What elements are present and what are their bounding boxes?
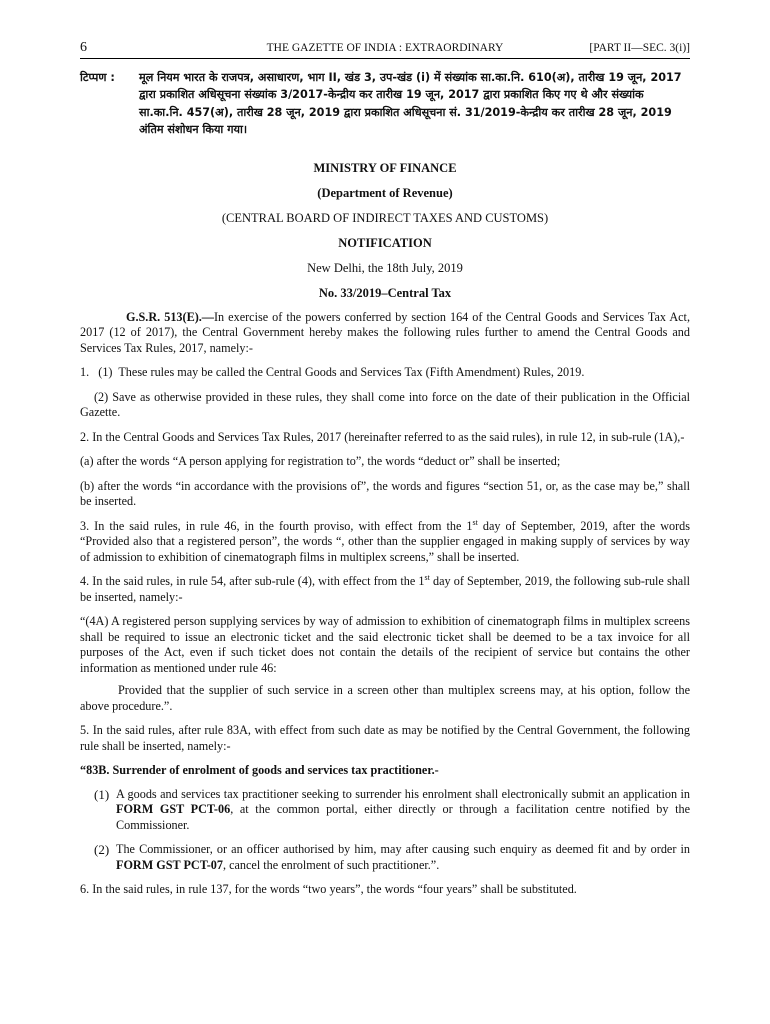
paragraph-3-sup: st [472, 517, 478, 527]
paragraph-4-end: day of September, 2019, the following sub-rule shall be inserted, namely:- [80, 574, 690, 604]
paragraph-3-end: day of September, 2019, after the words “Provided also that a registered person”, the words “, other than the supplier engaged in making supply of services by way of admission to exhibition of cinematograph films in multiplex screens,” shall be inserted. [80, 518, 690, 564]
ministry-heading: MINISTRY OF FINANCE [313, 160, 457, 175]
page-header [80, 38, 690, 59]
rule-83b-subrule-1 [94, 787, 690, 834]
paragraph-4-start: 4. In the said rules, in rule 54, after sub-rule (4), with effect from the 1 [80, 574, 425, 589]
paragraph-2a: (a) after the words “A person applying for registration to”, the words “deduct or” shall be inserted; [80, 454, 561, 469]
notification-number: No. 33/2019–Central Tax [318, 285, 452, 300]
gazette-title: THE GAZETTE OF INDIA : EXTRAORDINARY [266, 42, 504, 54]
form-gst-pct-06: FORM GST PCT-06 [116, 802, 231, 817]
page-number: 6 [80, 40, 87, 55]
preamble-paragraph [80, 310, 690, 357]
gazette-page [80, 38, 690, 898]
department-heading: (Department of Revenue) [317, 185, 453, 200]
date-line: New Delhi, the 18th July, 2019 [307, 260, 463, 275]
form-gst-pct-07: FORM GST PCT-07 [116, 857, 223, 872]
subrule-4a: “(4A) A registered person supplying services by way of admission to exhibition of cinematograph films in multiplex screens shall be required to issue an electronic ticket and the said electronic ticket shall be deemed to be a tax invoice for all purposes of the Act, even if such ticket does not contain the details of the recipient of service but contains the other information as mentioned under rule 46: [80, 614, 690, 675]
paragraph-3 [80, 519, 690, 566]
rule-83b-heading: “83B. Surrender of enrolment of goods and services tax practitioner.- [80, 763, 439, 778]
gsr-number: G.S.R. 513(E).— [126, 309, 214, 324]
notification-heading: NOTIFICATION [338, 235, 432, 250]
paragraph-4-sup: st [424, 573, 430, 583]
subrule-2-number: (2) [94, 842, 110, 858]
paragraph-6: 6. In the said rules, in rule 137, for the words “two years”, the words “four years” shall be substituted. [80, 882, 577, 897]
subrule-1-number: (1) [94, 786, 110, 802]
paragraph-4 [80, 574, 690, 605]
subrule-1-text-a: A goods and services tax practitioner seeking to surrender his enrolment shall electronically submit an application in [116, 786, 690, 801]
paragraph-5: 5. In the said rules, after rule 83A, with effect from such date as may be notified by the Central Government, the following rule shall be inserted, namely:- [80, 723, 690, 753]
hindi-note-label: टिप्पण : [80, 71, 115, 84]
subrule-1-text-b: , at the common portal, either directly or through a facilitation centre notified by the Commissioner. [116, 802, 690, 832]
gazette-section: [PART II—SEC. 3(i)] [589, 42, 690, 54]
paragraph-1-2: (2) Save as otherwise provided in these rules, they shall come into force on the date of their publication in the Official Gazette. [80, 389, 690, 420]
hindi-note-text: मूल नियम भारत के राजपत्र, असाधारण, भाग II, खंड 3, उप-खंड (i) में संख्यांक सा.का.नि. 610(अ), तारीख 19 जून, 2017 द्वारा प्रकाशित अधिसूचना संख्यांक 3/2017-केन्द्रीय कर तारीख 19 जून, 2017 द्वारा प्रकाशित किए गए थे और संख्यांक सा.का.नि. 457(अ), तारीख 28 जून, 2019 द्वारा प्रकाशित अधिसूचना सं. 31/2019-केन्द्रीय कर तारीख 28 जून, 2019 अंतिम संशोधन किया गया। [139, 71, 682, 137]
rule-83b-subrule-2 [94, 842, 690, 873]
subrule-2-text-b: , cancel the enrolment of such practitioner.”. [223, 857, 440, 872]
subrule-2-text [116, 842, 690, 873]
paragraph-2: 2. In the Central Goods and Services Tax Rules, 2017 (hereinafter referred to as the said rules), in rule 12, in sub-rule (1A),- [80, 429, 685, 444]
subrule-2-text-a: The Commissioner, or an officer authorised by him, may after causing such enquiry as deemed fit and by order in [116, 842, 690, 857]
subrule-1-text [116, 787, 690, 834]
paragraph-1-1: 1. (1) These rules may be called the Central Goods and Services Tax (Fifth Amendment) Rules, 2019. [80, 365, 585, 380]
preamble-text: In exercise of the powers conferred by section 164 of the Central Goods and Services Tax Act, 2017 (12 of 2017), the Central Government hereby makes the following rules further to amend the Central Goods and Services Tax Rules, 2017, namely:- [80, 309, 690, 355]
board-heading: (CENTRAL BOARD OF INDIRECT TAXES AND CUSTOMS) [221, 210, 549, 225]
paragraph-2b: (b) after the words “in accordance with the provisions of”, the words and figures “section 51, or, as the case may be,” shall be inserted. [80, 478, 690, 509]
paragraph-3-start: 3. In the said rules, in rule 46, in the fourth proviso, with effect from the 1 [80, 518, 473, 533]
hindi-note [80, 69, 690, 139]
proviso-paragraph: Provided that the supplier of such service in a screen other than multiplex screens may, at his option, follow the above procedure.”. [80, 683, 690, 713]
